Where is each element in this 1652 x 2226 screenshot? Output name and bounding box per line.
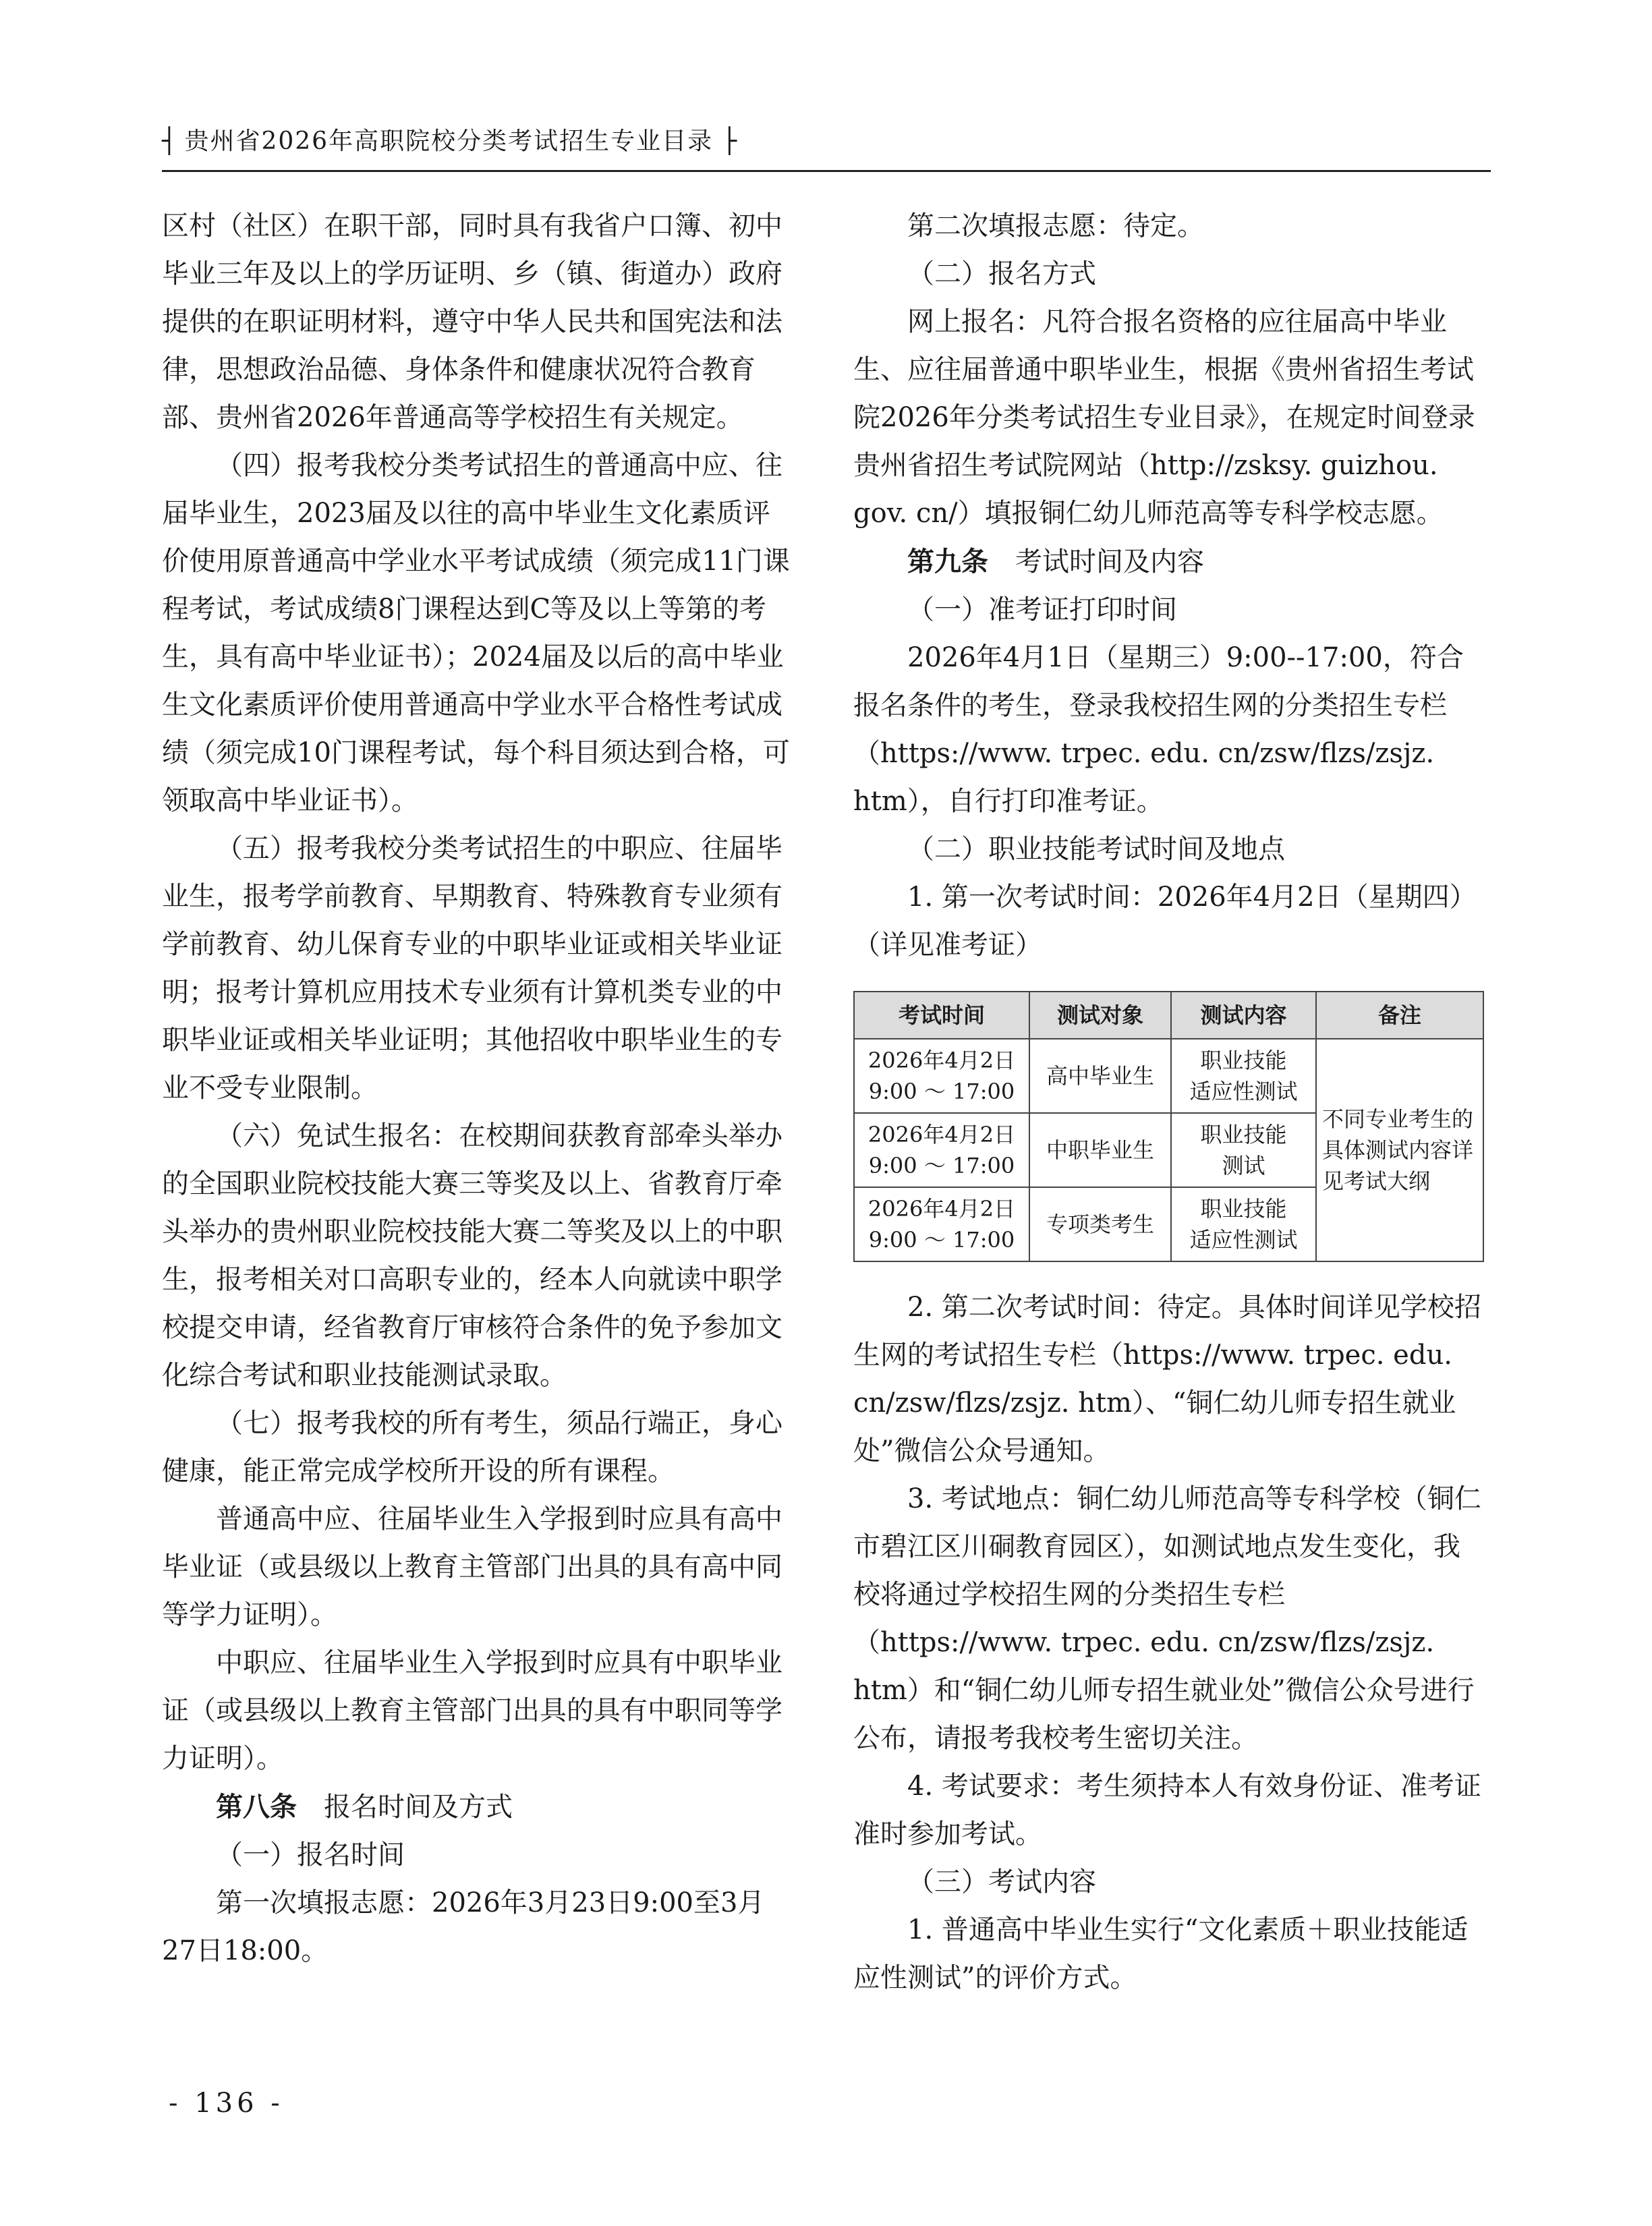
table-header-row xyxy=(854,992,1483,1039)
exam-content-line: 测试 xyxy=(1222,1153,1265,1178)
article-title: 报名时间及方式 xyxy=(324,1792,513,1823)
article-number: 第八条 xyxy=(216,1791,297,1823)
exam-time-cell xyxy=(854,1187,1029,1261)
sub-heading: （二）职业技能考试时间及地点 xyxy=(907,834,1285,865)
exam-content-line: 职业技能 xyxy=(1200,1196,1287,1222)
paragraph: 2. 第二次考试时间：待定。具体时间详见学校招生网的考试招生专栏（https://www. trpec. edu. cn/zsw/flzs/zsjz. htm）、“铜仁幼儿师专招生就业处”微信公众号通知。 xyxy=(853,1292,1481,1466)
exam-date: 2026年4月2日 xyxy=(867,1196,1016,1222)
exam-content-cell xyxy=(1171,1113,1316,1187)
paragraph: （五）报考我校分类考试招生的中职应、往届毕业生，报考学前教育、早期教育、特殊教育专业须有学前教育、幼儿保育专业的中职毕业证或相关毕业证明；报考计算机应用技术专业须有计算机类专业的中职毕业证或相关毕业证明；其他招收中职毕业生的专业不受专业限制。 xyxy=(162,833,782,1104)
running-header xyxy=(162,118,1491,165)
exam-content-line: 职业技能 xyxy=(1200,1048,1287,1073)
paragraph: （六）免试生报名：在校期间获教育部牵头举办的全国职业院校技能大赛三等奖及以上、省教育厅牵头举办的贵州职业院校技能大赛二等奖及以上的中职生，报考相关对口高职专业的，经本人向就读中职学校提交申请，经省教育厅审核符合条件的免予参加文化综合考试和职业技能测试录取。 xyxy=(162,1120,782,1391)
header-title: 贵州省2026年高职院校分类考试招生专业目录 xyxy=(184,127,714,155)
paragraph: 第二次填报志愿：待定。 xyxy=(907,210,1204,241)
paragraph: 第一次填报志愿：2026年3月23日9:00至3月27日18:00。 xyxy=(162,1887,765,1966)
exam-target-cell: 专项类考生 xyxy=(1029,1187,1171,1261)
sub-heading: （三）考试内容 xyxy=(907,1866,1096,1897)
sub-heading: （一）准考证打印时间 xyxy=(907,594,1177,625)
paragraph: 区村（社区）在职干部，同时具有我省户口簿、初中毕业三年及以上的学历证明、乡（镇、街道办）政府提供的在职证明材料，遵守中华人民共和国宪法和法律，思想政治品德、身体条件和健康状况符合教育部、贵州省2026年普通高等学校招生有关规定。 xyxy=(162,210,782,433)
article-heading xyxy=(162,1783,793,1831)
exam-content-line: 适应性测试 xyxy=(1189,1227,1298,1253)
table-header-cell: 测试对象 xyxy=(1029,992,1171,1039)
exam-time-cell xyxy=(854,1039,1029,1113)
sub-heading: （一）报名时间 xyxy=(216,1839,405,1871)
exam-content-line: 适应性测试 xyxy=(1189,1079,1298,1104)
exam-content-line: 职业技能 xyxy=(1200,1122,1287,1147)
paragraph: 3. 考试地点：铜仁幼儿师范高等专科学校（铜仁市碧江区川硐教育园区），如测试地点发生变化，我校将通过学校招生网的分类招生专栏（https://www. trpec. edu. cn/zsw/flzs/zsjz. htm）和“铜仁幼儿师专招生就业处”微信公众号进行公布，请报考我校考生密切关注。 xyxy=(853,1483,1481,1754)
page-number: - 136 - xyxy=(169,2088,284,2119)
sub-heading: （二）报名方式 xyxy=(907,258,1096,289)
header-right-mark: ├ xyxy=(722,127,739,155)
table-header-cell: 备注 xyxy=(1316,992,1483,1039)
paragraph: 中职应、往届毕业生入学报到时应具有中职毕业证（或县级以上教育主管部门出具的具有中职同等学力证明）。 xyxy=(162,1647,782,1774)
header-left-mark: ┤ xyxy=(162,127,178,155)
exam-date: 2026年4月2日 xyxy=(867,1048,1016,1073)
paragraph: （四）报考我校分类考试招生的普通高中应、往届毕业生，2023届及以往的高中毕业生文化素质评价使用原普通高中学业水平考试成绩（须完成11门课程考试，考试成绩8门课程达到C等及以上等第的考生，具有高中毕业证书）；2024届及以后的高中毕业生文化素质评价使用普通高中学业水平合格性考试成绩（须完成10门课程考试，每个科目须达到合格，可领取高中毕业证书）。 xyxy=(162,450,790,816)
right-column xyxy=(853,202,1484,2002)
exam-note-cell: 不同专业考生的具体测试内容详见考试大纲 xyxy=(1316,1039,1483,1261)
table-header-cell: 测试内容 xyxy=(1171,992,1316,1039)
paragraph: 1. 第一次考试时间：2026年4月2日（星期四）（详见准考证） xyxy=(853,882,1477,961)
exam-hours: 9:00 ～ 17:00 xyxy=(868,1227,1015,1253)
article-title: 考试时间及内容 xyxy=(1015,546,1204,577)
exam-target-cell: 中职毕业生 xyxy=(1029,1113,1171,1187)
article-number: 第九条 xyxy=(907,546,988,577)
exam-hours: 9:00 ～ 17:00 xyxy=(868,1079,1015,1104)
exam-hours: 9:00 ～ 17:00 xyxy=(868,1153,1015,1178)
table-header-cell: 考试时间 xyxy=(854,992,1029,1039)
paragraph: （七）报考我校的所有考生，须品行端正，身心健康，能正常完成学校所开设的所有课程。 xyxy=(162,1408,782,1487)
table-row xyxy=(854,1039,1483,1113)
exam-schedule-table xyxy=(853,991,1484,1262)
exam-time-cell xyxy=(854,1113,1029,1187)
header-rule xyxy=(162,170,1491,172)
exam-date: 2026年4月2日 xyxy=(867,1122,1016,1147)
paragraph: 2026年4月1日（星期三）9:00--17:00，符合报名条件的考生，登录我校招生网的分类招生专栏（https://www. trpec. edu. cn/zsw/flzs/zsjz. htm），自行打印准考证。 xyxy=(853,642,1464,817)
exam-content-cell xyxy=(1171,1039,1316,1113)
article-heading xyxy=(853,538,1484,586)
paragraph: 网上报名：凡符合报名资格的应往届高中毕业生、应往届普通中职毕业生，根据《贵州省招生考试院2026年分类考试招生专业目录》，在规定时间登录贵州省招生考试院网站（http://zsksy. guizhou. gov. cn/）填报铜仁幼儿师范高等专科学校志愿。 xyxy=(853,306,1475,529)
left-column xyxy=(162,202,793,1975)
paragraph: 4. 考试要求：考生须持本人有效身份证、准考证准时参加考试。 xyxy=(853,1771,1481,1850)
exam-target-cell: 高中毕业生 xyxy=(1029,1039,1171,1113)
paragraph: 普通高中应、往届毕业生入学报到时应具有高中毕业证（或县级以上教育主管部门出具的具有高中同等学力证明）。 xyxy=(162,1504,782,1630)
exam-content-cell xyxy=(1171,1187,1316,1261)
paragraph: 1. 普通高中毕业生实行“文化素质＋职业技能适应性测试”的评价方式。 xyxy=(853,1914,1469,1993)
